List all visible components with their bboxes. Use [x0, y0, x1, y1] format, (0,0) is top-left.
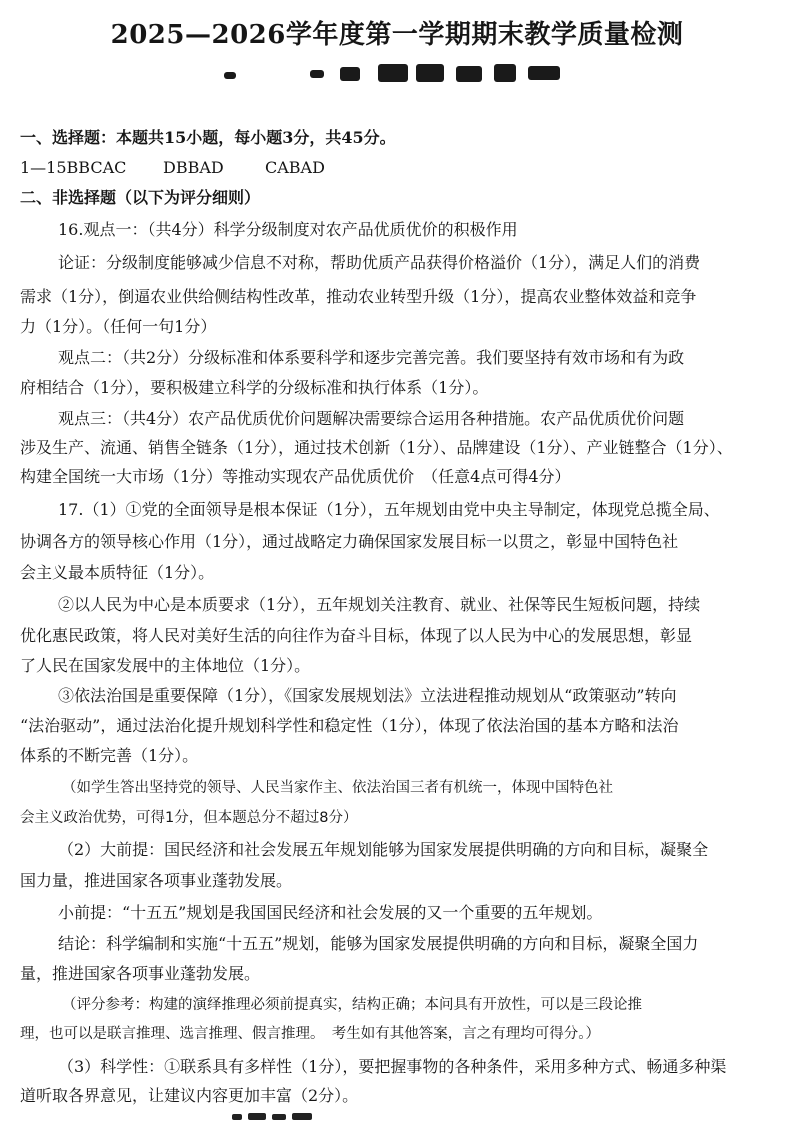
q16-viewpoint3-line1: 观点三：（共4分）农产品优质优价问题解决需要综合运用各种措施。农产品优质优价问题	[58, 409, 685, 428]
cropped-next-line-fragment	[232, 1108, 352, 1122]
q17-2-major-premise-line2: 国力量，推进国家各项事业蓬勃发展。	[20, 871, 293, 890]
q16-viewpoint2-line2: 府相结合（1分），要积极建立科学的分级标准和执行体系（1分）。	[20, 378, 489, 397]
q17-1-point1-line3: 会主义最本质特征（1分）。	[20, 563, 215, 582]
q17-2-minor-premise: 小前提：“十五五”规划是我国国民经济和社会发展的又一个重要的五年规划。	[58, 903, 603, 922]
q17-1-point2-line2: 优化惠民政策，将人民对美好生活的向往作为奋斗目标，体现了以人民为中心的发展思想，彰显	[20, 626, 693, 645]
section1-heading: 一、选择题：本题共15小题，每小题3分，共45分。	[20, 128, 396, 147]
q17-2-scoring-note-line1: （评分参考：构建的演绎推理必须前提真实，结构正确；本问具有开放性，可以是三段论推	[62, 997, 642, 1013]
q16-viewpoint2-line1: 观点二：（共2分）分级标准和体系要科学和逐步完善完善。我们要坚持有效市场和有为政	[58, 348, 685, 367]
q17-2-major-premise-line1: （2）大前提：国民经济和社会发展五年规划能够为国家发展提供明确的方向和目标，凝聚全	[58, 840, 709, 859]
q17-1-scoring-note-line1: （如学生答出坚持党的领导、人民当家作主、依法治国三者有机统一，体现中国特色社	[62, 780, 613, 796]
q17-1-point2-line3: 了人民在国家发展中的主体地位（1分）。	[20, 656, 311, 675]
q17-2-scoring-note-line2: 理，也可以是联言推理、选言推理、假言推理。 考生如有其他答案，言之有理均可得分。）	[20, 1026, 600, 1042]
answers-6-10: DBBAD	[163, 158, 224, 177]
q17-1-scoring-note-line2: 会主义政治优势，可得1分，但本题总分不超过8分）	[20, 810, 358, 826]
q17-1-point2-line1: ②以人民为中心是本质要求（1分），五年规划关注教育、就业、社保等民生短板问题，持续	[58, 595, 701, 614]
section2-heading: 二、非选择题（以下为评分细则）	[20, 188, 261, 207]
answers-11-15: CABAD	[265, 158, 325, 177]
q17-2-conclusion-line2: 量，推进国家各项事业蓬勃发展。	[20, 964, 261, 983]
q16-viewpoint3-line3: 构建全国统一大市场（1分）等推动实现农产品优质优价 （任意4点可得4分）	[20, 467, 571, 486]
q16-argument-line1: 论证：分级制度能够减少信息不对称，帮助优质产品获得价格溢价（1分），满足人们的消费	[58, 253, 701, 272]
q17-1-point3-line2: “法治驱动”，通过法治化提升规划科学性和稳定性（1分），体现了依法治国的基本方略和法治	[20, 716, 679, 735]
page-title: 2025—2026学年度第一学期期末教学质量检测	[110, 20, 684, 50]
q16-argument-line3: 力（1分）。（任何一句1分）	[20, 317, 217, 336]
q17-1-point3-line3: 体系的不断完善（1分）。	[20, 746, 199, 765]
q17-1-point3-line1: ③依法治国是重要保障（1分），《国家发展规划法》立法进程推动规划从“政策驱动”转向	[58, 686, 677, 705]
choice-answers	[20, 158, 325, 178]
q16-viewpoint1: 16.观点一：（共4分）科学分级制度对农产品优质优价的积极作用	[58, 220, 518, 239]
subtitle-cropped-fragment	[210, 62, 590, 86]
q17-1-point1-line2: 协调各方的领导核心作用（1分），通过战略定力确保国家发展目标一以贯之，彰显中国特色社	[20, 532, 679, 551]
answers-1-5: 1—15BBCAC	[20, 158, 127, 177]
q16-viewpoint3-line2: 涉及生产、流通、销售全链条（1分），通过技术创新（1分）、品牌建设（1分）、产业链整合（1分）、	[20, 438, 733, 457]
q17-2-conclusion-line1: 结论：科学编制和实施“十五五”规划，能够为国家发展提供明确的方向和目标，凝聚全国力	[58, 934, 699, 953]
q17-1-point1-line1: 17.（1）①党的全面领导是根本保证（1分），五年规划由党中央主导制定，体现党总揽全局、	[58, 500, 720, 519]
q16-argument-line2: 需求（1分），倒逼农业供给侧结构性改革，推动农业转型升级（1分），提高农业整体效益和竞争	[20, 287, 697, 306]
q17-3-line1: （3）科学性：①联系具有多样性（1分），要把握事物的各种条件，采用多种方式、畅通多种渠	[58, 1057, 727, 1076]
q17-3-line2: 道听取各界意见，让建议内容更加丰富（2分）。	[20, 1086, 359, 1105]
